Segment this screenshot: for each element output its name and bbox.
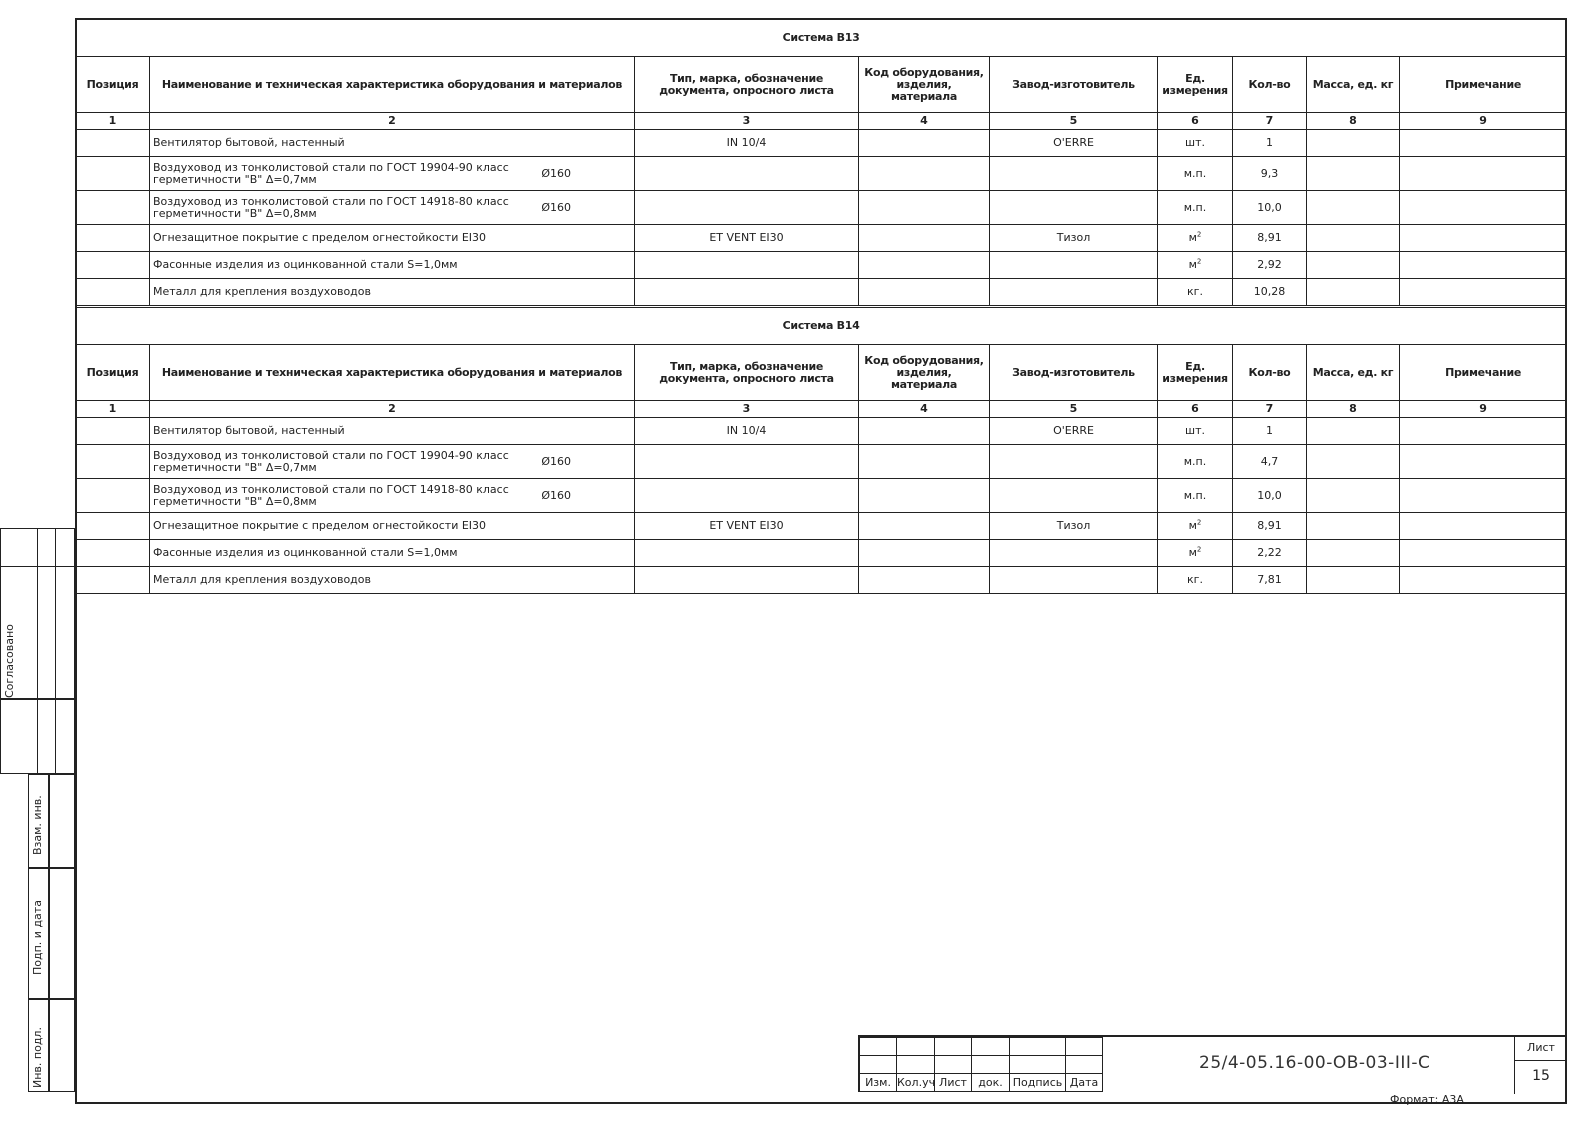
row-qty: 8,91 xyxy=(1233,513,1307,540)
row-maker: Тизол xyxy=(990,513,1158,540)
row-type: ET VENT EI30 xyxy=(635,513,859,540)
row-unit-text: м xyxy=(1188,231,1197,244)
row-type xyxy=(635,540,859,567)
row-mass xyxy=(1307,479,1400,513)
row-qty: 2,22 xyxy=(1233,540,1307,567)
row-position xyxy=(76,252,150,279)
row-maker xyxy=(990,540,1158,567)
column-number: 5 xyxy=(990,113,1158,130)
row-unit-text: м.п. xyxy=(1183,454,1207,468)
header-name: Наименование и техническая характеристика оборудования и материалов xyxy=(150,57,635,113)
row-note xyxy=(1400,157,1567,191)
row-unit xyxy=(1158,225,1233,252)
table-row xyxy=(76,252,1567,279)
row-unit xyxy=(1158,513,1233,540)
row-unit xyxy=(1158,540,1233,567)
column-number-row xyxy=(76,113,1567,130)
row-note xyxy=(1400,479,1567,513)
row-code xyxy=(859,479,990,513)
row-note xyxy=(1400,513,1567,540)
inv-replace-label: Взам. инв. xyxy=(31,795,44,855)
row-code xyxy=(859,540,990,567)
row-unit-text: м xyxy=(1188,546,1197,559)
header-name: Наименование и техническая характеристика оборудования и материалов xyxy=(150,345,635,401)
header-unit: Ед. измерения xyxy=(1158,57,1233,113)
header-mass: Масса, ед. кг xyxy=(1307,345,1400,401)
row-mass xyxy=(1307,279,1400,306)
row-position xyxy=(76,157,150,191)
system-title-row xyxy=(76,308,1567,345)
row-code xyxy=(859,252,990,279)
row-name: Металл для крепления воздуховодов xyxy=(150,567,635,594)
sheet-label: Лист xyxy=(1515,1037,1567,1061)
agreed-label: Согласовано xyxy=(3,624,16,698)
row-code xyxy=(859,567,990,594)
table-row xyxy=(76,445,1567,479)
column-number: 6 xyxy=(1158,113,1233,130)
row-unit-text: м.п. xyxy=(1183,488,1207,502)
title-block-col-label: Лист xyxy=(935,1074,972,1092)
inv-row xyxy=(28,867,75,869)
row-unit-text: шт. xyxy=(1185,136,1205,149)
spec-table-b14 xyxy=(75,307,1567,594)
column-number: 8 xyxy=(1307,401,1400,418)
row-note xyxy=(1400,252,1567,279)
row-name-text: Воздуховод из тонколистовой стали по ГОСТ 19904-90 класс герметичности "В" Δ=0,7мм xyxy=(153,448,509,474)
row-note xyxy=(1400,445,1567,479)
header-row xyxy=(76,345,1567,401)
title-block-col-label: Кол.уч xyxy=(897,1074,935,1092)
row-qty: 2,92 xyxy=(1233,252,1307,279)
row-maker xyxy=(990,279,1158,306)
column-number: 4 xyxy=(859,401,990,418)
agreed-row xyxy=(0,698,75,700)
row-type xyxy=(635,479,859,513)
row-unit xyxy=(1158,479,1233,513)
row-name: Огнезащитное покрытие с пределом огнестойкости EI30 xyxy=(150,225,635,252)
table-row xyxy=(76,513,1567,540)
row-type: IN 10/4 xyxy=(635,418,859,445)
header-qty: Кол-во xyxy=(1233,345,1307,401)
row-name-wrap xyxy=(153,450,631,474)
table-row xyxy=(76,567,1567,594)
row-qty: 10,28 xyxy=(1233,279,1307,306)
row-qty: 10,0 xyxy=(1233,191,1307,225)
row-unit xyxy=(1158,191,1233,225)
agreed-row xyxy=(0,566,75,626)
row-maker: O'ERRE xyxy=(990,418,1158,445)
row-code xyxy=(859,130,990,157)
row-maker xyxy=(990,191,1158,225)
row-name xyxy=(150,479,635,513)
row-name-text: Воздуховод из тонколистовой стали по ГОСТ 19904-90 класс герметичности "В" Δ=0,7мм xyxy=(153,160,509,186)
row-name-wrap xyxy=(153,484,631,508)
column-number: 8 xyxy=(1307,113,1400,130)
column-number: 1 xyxy=(76,113,150,130)
row-qty: 8,91 xyxy=(1233,225,1307,252)
title-block-col-label: Подпись xyxy=(1010,1074,1066,1092)
header-type: Тип, марка, обозначение документа, опросного листа xyxy=(635,345,859,401)
column-number: 9 xyxy=(1400,401,1567,418)
row-unit-text: м.п. xyxy=(1183,200,1207,214)
row-mass xyxy=(1307,252,1400,279)
row-mass xyxy=(1307,130,1400,157)
row-qty: 1 xyxy=(1233,130,1307,157)
row-name: Фасонные изделия из оцинкованной стали S=1,0мм xyxy=(150,252,635,279)
inv-orig-label: Инв. подл. xyxy=(31,1027,44,1088)
row-mass xyxy=(1307,513,1400,540)
row-unit xyxy=(1158,445,1233,479)
row-maker: Тизол xyxy=(990,225,1158,252)
row-unit-superscript: 2 xyxy=(1196,545,1202,554)
row-mass xyxy=(1307,225,1400,252)
column-number: 6 xyxy=(1158,401,1233,418)
row-maker xyxy=(990,252,1158,279)
header-unit: Ед. измерения xyxy=(1158,345,1233,401)
table-row xyxy=(76,540,1567,567)
row-qty: 4,7 xyxy=(1233,445,1307,479)
header-note: Примечание xyxy=(1400,345,1567,401)
header-row xyxy=(76,57,1567,113)
column-number: 7 xyxy=(1233,113,1307,130)
header-pos: Позиция xyxy=(76,345,150,401)
title-block xyxy=(858,1035,1567,1092)
column-number: 4 xyxy=(859,113,990,130)
row-unit xyxy=(1158,279,1233,306)
row-name xyxy=(150,157,635,191)
row-type xyxy=(635,157,859,191)
row-qty: 7,81 xyxy=(1233,567,1307,594)
row-position xyxy=(76,225,150,252)
row-unit xyxy=(1158,567,1233,594)
table-row xyxy=(76,418,1567,445)
column-number: 7 xyxy=(1233,401,1307,418)
row-unit-superscript: 2 xyxy=(1196,518,1202,527)
column-number: 2 xyxy=(150,401,635,418)
sheet-number: 15 xyxy=(1532,1068,1550,1084)
row-name-text: Воздуховод из тонколистовой стали по ГОСТ 14918-80 класс герметичности "В" Δ=0,8мм xyxy=(153,194,509,220)
system-title-row xyxy=(76,20,1567,57)
row-maker xyxy=(990,445,1158,479)
row-maker xyxy=(990,479,1158,513)
row-qty: 1 xyxy=(1233,418,1307,445)
column-number: 5 xyxy=(990,401,1158,418)
row-unit-text: шт. xyxy=(1185,424,1205,437)
row-code xyxy=(859,418,990,445)
row-code xyxy=(859,191,990,225)
row-unit-text: м xyxy=(1188,519,1197,532)
row-unit xyxy=(1158,157,1233,191)
row-position xyxy=(76,130,150,157)
row-code xyxy=(859,445,990,479)
row-position xyxy=(76,567,150,594)
row-note xyxy=(1400,225,1567,252)
row-name xyxy=(150,191,635,225)
header-maker: Завод-изготовитель xyxy=(990,57,1158,113)
row-name-wrap xyxy=(153,162,631,186)
row-position xyxy=(76,513,150,540)
inv-row xyxy=(28,998,75,1000)
title-block-col-label: Дата xyxy=(1066,1074,1103,1092)
row-diameter: Ø160 xyxy=(541,166,571,180)
column-number: 2 xyxy=(150,113,635,130)
row-position xyxy=(76,445,150,479)
row-diameter: Ø160 xyxy=(541,488,571,502)
row-position xyxy=(76,479,150,513)
title-block-grid xyxy=(859,1037,1103,1092)
row-unit xyxy=(1158,130,1233,157)
row-position xyxy=(76,279,150,306)
title-block-col-label: док. xyxy=(972,1074,1010,1092)
row-diameter: Ø160 xyxy=(541,454,571,468)
row-note xyxy=(1400,540,1567,567)
row-maker: O'ERRE xyxy=(990,130,1158,157)
header-mass: Масса, ед. кг xyxy=(1307,57,1400,113)
row-position xyxy=(76,191,150,225)
table-row xyxy=(76,157,1567,191)
row-note xyxy=(1400,418,1567,445)
row-code xyxy=(859,513,990,540)
inv-col xyxy=(48,774,50,1092)
table-row xyxy=(76,191,1567,225)
table-row xyxy=(76,130,1567,157)
spec-table-b13 xyxy=(75,19,1567,306)
row-name-wrap xyxy=(153,196,631,220)
column-number: 1 xyxy=(76,401,150,418)
row-type xyxy=(635,252,859,279)
row-note xyxy=(1400,567,1567,594)
row-name xyxy=(150,445,635,479)
row-type xyxy=(635,279,859,306)
row-type xyxy=(635,567,859,594)
system-title: Система В13 xyxy=(76,20,1567,57)
row-mass xyxy=(1307,540,1400,567)
row-mass xyxy=(1307,445,1400,479)
row-name: Вентилятор бытовой, настенный xyxy=(150,130,635,157)
table-row xyxy=(76,279,1567,306)
row-unit-text: м.п. xyxy=(1183,166,1207,180)
title-block-col-label: Изм. xyxy=(860,1074,897,1092)
row-type: ET VENT EI30 xyxy=(635,225,859,252)
header-type: Тип, марка, обозначение документа, опросного листа xyxy=(635,57,859,113)
row-name-text: Воздуховод из тонколистовой стали по ГОСТ 14918-80 класс герметичности "В" Δ=0,8мм xyxy=(153,482,509,508)
column-number: 3 xyxy=(635,401,859,418)
row-code xyxy=(859,225,990,252)
row-mass xyxy=(1307,567,1400,594)
agreed-col xyxy=(37,528,56,774)
row-type: IN 10/4 xyxy=(635,130,859,157)
header-code: Код оборудования, изделия, материала xyxy=(859,345,990,401)
row-position xyxy=(76,418,150,445)
header-qty: Кол-во xyxy=(1233,57,1307,113)
row-mass xyxy=(1307,191,1400,225)
row-note xyxy=(1400,279,1567,306)
row-note xyxy=(1400,191,1567,225)
row-code xyxy=(859,157,990,191)
sign-date-label: Подп. и дата xyxy=(31,900,44,975)
document-code: 25/4-05.16-00-ОВ-03-III-С xyxy=(1199,1053,1431,1073)
row-maker xyxy=(990,567,1158,594)
system-title: Система В14 xyxy=(76,308,1567,345)
row-position xyxy=(76,540,150,567)
table-row xyxy=(76,225,1567,252)
row-unit-text: кг. xyxy=(1187,573,1203,586)
row-qty: 9,3 xyxy=(1233,157,1307,191)
row-qty: 10,0 xyxy=(1233,479,1307,513)
row-unit xyxy=(1158,252,1233,279)
row-name: Огнезащитное покрытие с пределом огнестойкости EI30 xyxy=(150,513,635,540)
column-number: 3 xyxy=(635,113,859,130)
row-unit-superscript: 2 xyxy=(1196,257,1202,266)
column-number-row xyxy=(76,401,1567,418)
row-unit-text: кг. xyxy=(1187,285,1203,298)
row-name: Вентилятор бытовой, настенный xyxy=(150,418,635,445)
row-code xyxy=(859,279,990,306)
row-unit-superscript: 2 xyxy=(1196,230,1202,239)
row-type xyxy=(635,191,859,225)
header-pos: Позиция xyxy=(76,57,150,113)
row-type xyxy=(635,445,859,479)
table-row xyxy=(76,479,1567,513)
row-note xyxy=(1400,130,1567,157)
column-number: 9 xyxy=(1400,113,1567,130)
row-name: Металл для крепления воздуховодов xyxy=(150,279,635,306)
row-unit-text: м xyxy=(1188,258,1197,271)
header-note: Примечание xyxy=(1400,57,1567,113)
row-mass xyxy=(1307,418,1400,445)
format-label: Формат: А3А xyxy=(1390,1093,1464,1106)
row-maker xyxy=(990,157,1158,191)
row-mass xyxy=(1307,157,1400,191)
header-code: Код оборудования, изделия, материала xyxy=(859,57,990,113)
header-maker: Завод-изготовитель xyxy=(990,345,1158,401)
row-unit xyxy=(1158,418,1233,445)
row-name: Фасонные изделия из оцинкованной стали S=1,0мм xyxy=(150,540,635,567)
sheet-number-box xyxy=(1514,1037,1567,1094)
row-diameter: Ø160 xyxy=(541,200,571,214)
